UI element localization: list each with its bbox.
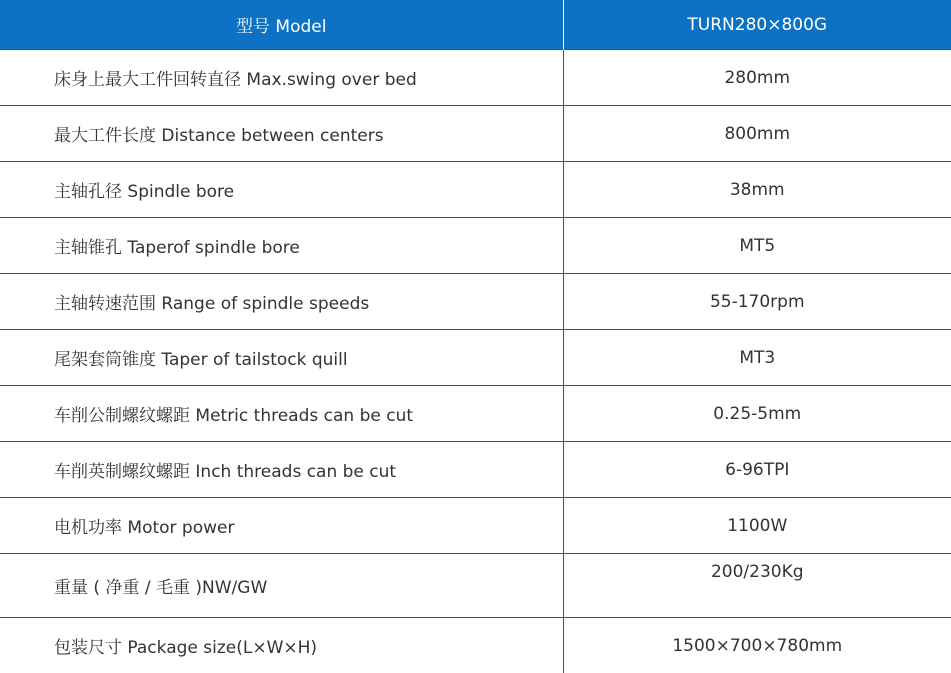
row-value-spindle-bore: 38mm	[563, 162, 951, 218]
table-row	[0, 106, 951, 162]
table-row	[0, 162, 951, 218]
table-row	[0, 50, 951, 106]
row-value-metric-threads: 0.25-5mm	[563, 386, 951, 442]
row-value-package-size: 1500×700×780mm	[563, 618, 951, 673]
row-value-spindle-speeds: 55-170rpm	[563, 274, 951, 330]
row-label-tailstock-taper: 尾架套筒锥度 Taper of tailstock quill	[0, 330, 563, 386]
row-value-motor-power: 1100W	[563, 498, 951, 554]
header-model-label: 型号 Model	[0, 0, 563, 50]
row-label-metric-threads: 车削公制螺纹螺距 Metric threads can be cut	[0, 386, 563, 442]
row-label-motor-power: 电机功率 Motor power	[0, 498, 563, 554]
spec-table-body	[0, 50, 951, 673]
table-row	[0, 274, 951, 330]
row-label-package-size: 包装尺寸 Package size(L×W×H)	[0, 618, 563, 673]
table-row	[0, 554, 951, 618]
row-label-distance-centers: 最大工件长度 Distance between centers	[0, 106, 563, 162]
row-value-spindle-taper: MT5	[563, 218, 951, 274]
header-row	[0, 0, 951, 50]
row-value-tailstock-taper: MT3	[563, 330, 951, 386]
row-label-spindle-taper: 主轴锥孔 Taperof spindle bore	[0, 218, 563, 274]
row-label-spindle-speeds: 主轴转速范围 Range of spindle speeds	[0, 274, 563, 330]
row-label-max-swing: 床身上最大工件回转直径 Max.swing over bed	[0, 50, 563, 106]
table-row	[0, 386, 951, 442]
table-row	[0, 218, 951, 274]
row-value-max-swing: 280mm	[563, 50, 951, 106]
row-value-distance-centers: 800mm	[563, 106, 951, 162]
row-value-inch-threads: 6-96TPI	[563, 442, 951, 498]
table-row	[0, 498, 951, 554]
table-row	[0, 442, 951, 498]
row-label-weight: 重量 ( 净重 / 毛重 )NW/GW	[0, 554, 563, 618]
row-value-weight: 200/230Kg	[563, 554, 951, 618]
table-row	[0, 330, 951, 386]
row-label-inch-threads: 车削英制螺纹螺距 Inch threads can be cut	[0, 442, 563, 498]
row-label-spindle-bore: 主轴孔径 Spindle bore	[0, 162, 563, 218]
header-model-value: TURN280×800G	[563, 0, 951, 50]
table-row	[0, 618, 951, 673]
spec-table-header	[0, 0, 951, 50]
